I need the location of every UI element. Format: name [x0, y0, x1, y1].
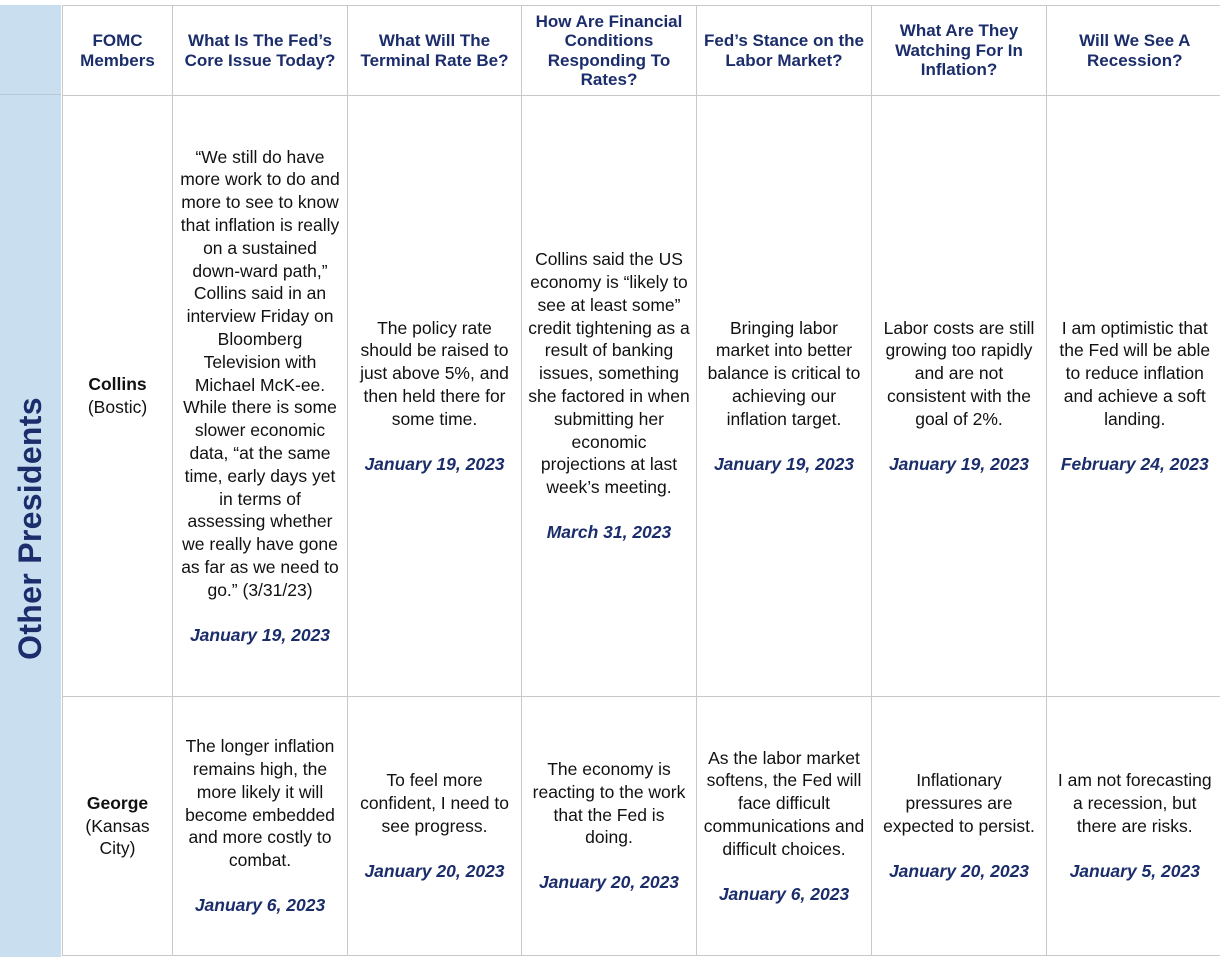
header-financial-conditions: How Are Financial Conditions Responding To Rates?: [522, 6, 697, 96]
core-issue-date: January 19, 2023: [189, 624, 331, 645]
header-inflation-watch: What Are They Watching For In Inflation?: [872, 6, 1047, 96]
core-issue-date: January 6, 2023: [194, 894, 326, 915]
recession-date: January 5, 2023: [1069, 860, 1200, 881]
terminal-rate-cell: [348, 96, 522, 697]
inflation-watch-cell: [872, 96, 1047, 697]
terminal-rate-cell: [348, 697, 522, 956]
side-band: [0, 5, 61, 957]
terminal-rate-date: January 20, 2023: [364, 860, 505, 881]
terminal-rate-date: January 19, 2023: [364, 453, 505, 474]
labor-market-date: January 6, 2023: [718, 883, 850, 904]
core-issue-text: “We still do have more work to do and more to see to know that inflation is really on a sustained down-ward path,” Collins said in an interview Friday on Bloomberg Television with Michael McK-ee. While there is some slower economic data, “at the same time, early days yet in terms of assessing whether we really have gone as far as we need to go.” (3/31/23): [180, 146, 340, 600]
labor-market-cell: [697, 697, 872, 956]
financial-conditions-date: January 20, 2023: [538, 872, 680, 893]
core-issue-cell: [173, 96, 348, 697]
core-issue-cell: [173, 697, 348, 956]
recession-text: I am not forecasting a recession, but there are risks.: [1057, 770, 1212, 836]
member-sub: (Kansas City): [85, 815, 150, 859]
side-band-header: [0, 5, 61, 95]
financial-conditions-cell: [522, 697, 697, 956]
table-row: [63, 96, 1220, 697]
header-core-issue: What Is The Fed’s Core Issue Today?: [173, 6, 348, 96]
member-cell: [63, 697, 173, 956]
inflation-watch-date: January 19, 2023: [888, 453, 1030, 474]
financial-conditions-text: The economy is reacting to the work that the Fed is doing.: [532, 759, 686, 848]
side-label-container: [0, 100, 61, 957]
member-name: George: [86, 792, 149, 813]
recession-cell: [1047, 697, 1220, 956]
labor-market-cell: [697, 96, 872, 697]
side-label: Other Presidents: [12, 397, 49, 660]
labor-market-text: As the labor market softens, the Fed will face difficult communications and difficult choices.: [703, 747, 865, 859]
header-recession: Will We See A Recession?: [1047, 6, 1220, 96]
inflation-watch-cell: [872, 697, 1047, 956]
recession-date: February 24, 2023: [1060, 453, 1209, 474]
header-labor-market: Fed’s Stance on the Labor Market?: [697, 6, 872, 96]
member-sub: (Bostic): [87, 397, 148, 417]
financial-conditions-text: Collins said the US economy is “likely to see at least some” credit tightening as a result of banking issues, something she factored in when submitting her economic projections at last week’s meeting.: [528, 249, 690, 498]
recession-text: I am optimistic that the Fed will be able to reduce inflation and achieve a soft landing.: [1059, 317, 1211, 429]
inflation-watch-text: Inflationary pressures are expected to persist.: [883, 770, 1035, 836]
financial-conditions-cell: [522, 96, 697, 697]
terminal-rate-text: The policy rate should be raised to just above 5%, and then held there for some time.: [360, 317, 509, 429]
core-issue-text: The longer inflation remains high, the more likely it will become embedded and more costly to combat.: [185, 736, 335, 871]
fomc-table: [62, 5, 1220, 956]
labor-market-text: Bringing labor market into better balance is critical to achieving our inflation target.: [707, 317, 861, 429]
inflation-watch-text: Labor costs are still growing too rapidly and are not consistent with the goal of 2%.: [883, 317, 1035, 429]
header-fomc-members: FOMC Members: [63, 6, 173, 96]
table-row: [63, 697, 1220, 956]
recession-cell: [1047, 96, 1220, 697]
inflation-watch-date: January 20, 2023: [888, 860, 1030, 881]
terminal-rate-text: To feel more confident, I need to see progress.: [360, 770, 509, 836]
financial-conditions-date: March 31, 2023: [546, 521, 672, 542]
member-cell: [63, 96, 173, 697]
member-name: Collins: [88, 374, 147, 395]
header-terminal-rate: What Will The Terminal Rate Be?: [348, 6, 522, 96]
header-row: [63, 6, 1220, 96]
labor-market-date: January 19, 2023: [713, 453, 855, 474]
